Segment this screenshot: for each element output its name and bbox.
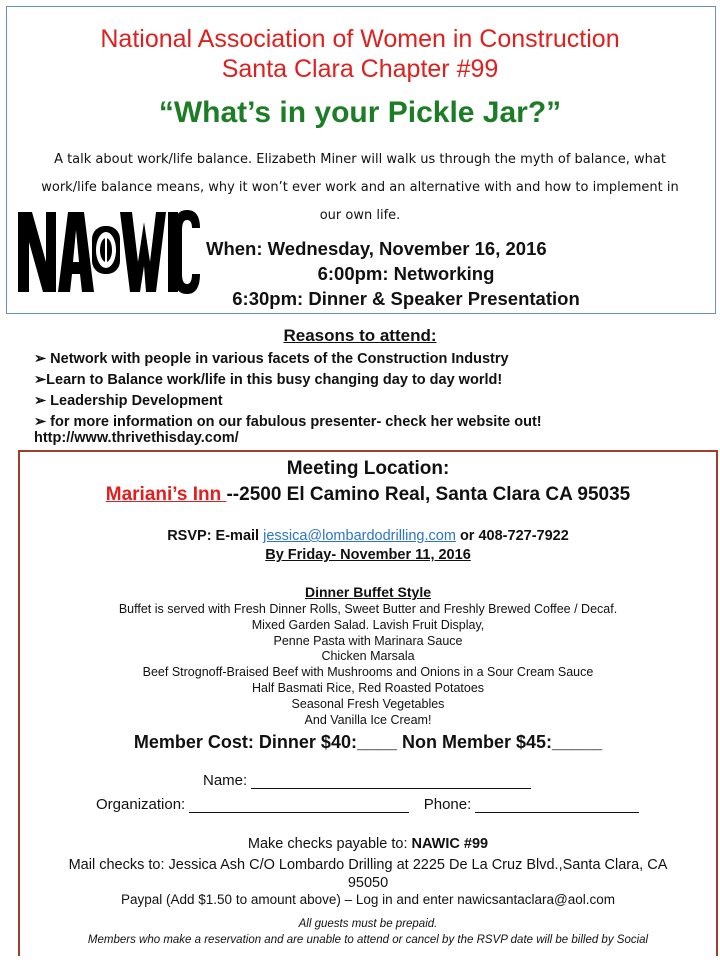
name-field[interactable] [251, 774, 531, 789]
menu-item: Mixed Garden Salad. Lavish Fruit Display, [251, 617, 485, 632]
checks-payee: NAWIC #99 [411, 836, 489, 852]
menu-list [18, 602, 718, 728]
dinner-time: 6:30pm: Dinner & Speaker Presentation [232, 288, 580, 309]
reasons-list [34, 349, 542, 433]
name-label: Name: [203, 772, 248, 789]
checks-payable [18, 836, 718, 852]
event-date: When: Wednesday, November 16, 2016 [206, 238, 547, 259]
rsvp-deadline-text: By Friday- November 11, 2016 [265, 547, 471, 563]
rsvp-deadline [18, 547, 718, 563]
rsvp-email-link[interactable]: jessica@lombardodrilling.com [263, 528, 456, 544]
rsvp-line [18, 528, 718, 544]
reasons-heading: Reasons to attend: [283, 326, 437, 345]
location-heading: Meeting Location: [286, 458, 450, 479]
list-item: ➢ for more information on our fabulous presenter- check her website out! [34, 414, 542, 430]
list-item: ➢Learn to Balance work/life in this busy changing day to day world! [34, 372, 503, 388]
mail-checks [18, 856, 718, 892]
menu-item: Penne Pasta with Marinara Sauce [273, 633, 463, 648]
event-title: “What’s in your Pickle Jar?” [158, 96, 562, 129]
phone-field[interactable] [475, 798, 639, 813]
organization-field[interactable] [189, 798, 409, 813]
name-field-row [203, 772, 531, 789]
menu-item: Buffet is served with Fresh Dinner Rolls, Sweet Butter and Freshly Brewed Coffee / Decaf. [118, 602, 618, 616]
nawic-logo [16, 206, 200, 296]
description-line: work/life balance means, why it won’t ever work and an alternative with and how to implement in [41, 180, 679, 195]
menu-item: Chicken Marsala [321, 649, 415, 664]
menu-item: Half Basmati Rice, Red Roasted Potatoes [251, 680, 485, 695]
description-line: A talk about work/life balance. Elizabeth Miner will walk us through the myth of balance, what [54, 152, 666, 167]
location-address [18, 484, 718, 506]
networking-time: 6:00pm: Networking [317, 263, 495, 284]
organization-field-row [96, 796, 639, 813]
nawic-logo-graphic [16, 206, 200, 296]
billing-note: Members who make a reservation and are unable to attend or cancel by the RSVP date will be billed by Social [87, 934, 649, 946]
menu-heading: Dinner Buffet Style [304, 584, 431, 600]
phone-label: Phone: [423, 796, 472, 813]
menu-item: And Vanilla Ice Cream! [304, 712, 432, 727]
mail-address-line: Mail checks to: Jessica Ash C/O Lombardo Drilling at 2225 De La Cruz Blvd.,Santa Clara, CA [68, 857, 668, 873]
event-schedule [206, 236, 606, 311]
list-item: ➢ Network with people in various facets of the Construction Industry [34, 351, 509, 367]
cost-line [18, 732, 718, 753]
venue-name: Mariani’s Inn [105, 484, 227, 505]
street-address: --2500 El Camino Real, Santa Clara CA 95035 [226, 484, 631, 505]
prepaid-note: All guests must be prepaid. [298, 918, 438, 930]
description-line: our own life. [319, 208, 401, 223]
mail-address-line: 95050 [347, 875, 389, 891]
chapter-name: Santa Clara Chapter #99 [221, 55, 499, 83]
presenter-website-link[interactable]: http://www.thrivethisday.com/ [34, 430, 239, 446]
member-cost: Member Cost: Dinner $40:____ [133, 732, 397, 752]
non-member-cost: Non Member $45:_____ [397, 732, 603, 752]
list-item: ➢ Leadership Development [34, 393, 223, 409]
checks-label: Make checks payable to: [247, 836, 412, 852]
rsvp-phone: or 408-727-7922 [455, 528, 569, 544]
menu-item: Seasonal Fresh Vegetables [291, 696, 445, 711]
menu-item: Beef Strognoff-Braised Beef with Mushrooms and Onions in a Sour Cream Sauce [142, 665, 594, 680]
rsvp-label: RSVP: E-mail [167, 528, 264, 544]
organization-name: National Association of Women in Construction [100, 25, 620, 53]
organization-label: Organization: [96, 796, 186, 813]
paypal-instructions: Paypal (Add $1.50 to amount above) – Log in and enter nawicsantaclara@aol.com [120, 892, 615, 907]
